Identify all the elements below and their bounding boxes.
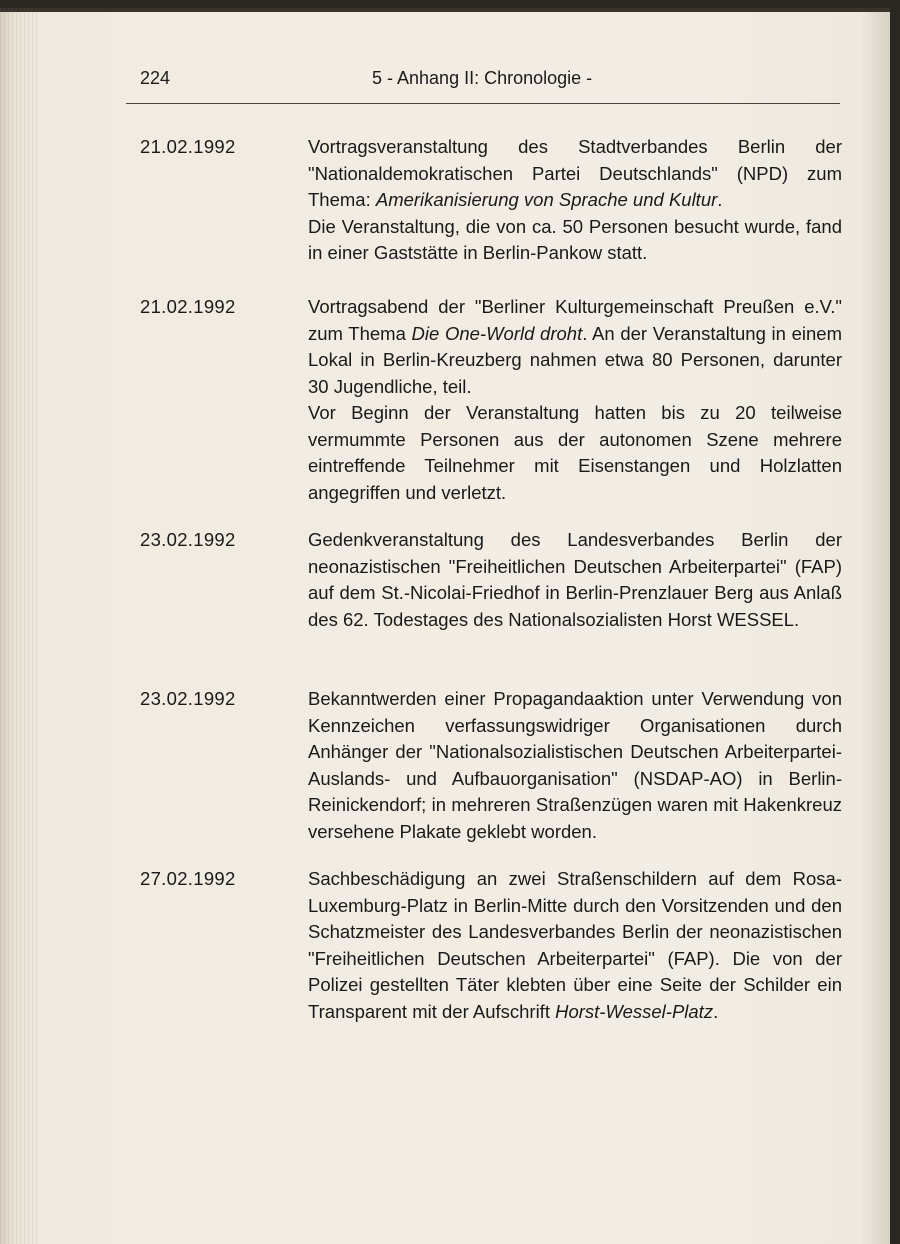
- page-binding-edge: [0, 8, 40, 1244]
- entry-text: [308, 527, 842, 633]
- page-number: 224: [140, 68, 171, 88]
- entry-text: [308, 294, 842, 506]
- entry-text: [308, 686, 842, 845]
- entry-paragraph: Vortragsveranstaltung des Stadtverbandes Berlin der "Nationaldemokratischen Partei Deutschlands" (NPD) zum Thema: Amerikanisierung von Sprache und Kultur.: [308, 136, 842, 210]
- entry-date: 21.02.1992: [140, 136, 236, 157]
- entry-text: [308, 134, 842, 267]
- entry-date: 23.02.1992: [140, 529, 236, 550]
- entry-paragraph: Gedenkveranstaltung des Landesverbandes Berlin der neonazistischen "Freiheitlichen Deutschen Arbeiterpartei" (FAP) auf dem St.-Nicolai-Friedhof in Berlin-Prenzlauer Berg aus Anlaß des 62. Todestages des Nationalsozialisten Horst WESSEL.: [308, 529, 842, 630]
- entry-emphasis: Die One-World droht: [411, 322, 583, 344]
- running-title: 5 - Anhang II: Chronologie -: [372, 68, 593, 88]
- entry-paragraph: Bekanntwerden einer Propagandaaktion unter Verwendung von Kennzeichen verfassungswidriger Organisationen durch Anhänger der "Nationalsozialistischen Deutschen Arbeiterpartei-Auslands- und Aufbauorganisation" (NSDAP-AO) in Berlin-Reinickendorf; in mehreren Straßenzügen waren mit Hakenkreuz versehene Plakate geklebt worden.: [308, 688, 842, 842]
- header-rule: [126, 103, 840, 104]
- entry-emphasis: Amerikanisierung von Sprache und Kultur: [375, 189, 718, 210]
- book-page: [0, 8, 890, 1244]
- page-header: [140, 68, 840, 98]
- entry-paragraph: Die Veranstaltung, die von ca. 50 Personen besucht wurde, fand in einer Gaststätte in Berlin-Pankow statt.: [308, 215, 842, 263]
- entry-date: 23.02.1992: [140, 688, 236, 709]
- entry-text: [308, 866, 842, 1025]
- entry-paragraph: Sachbeschädigung an zwei Straßenschildern auf dem Rosa-Luxemburg-Platz in Berlin-Mitte durch den Vorsitzenden und den Schatzmeister des Landesverbandes Berlin der neonazistischen "Freiheitlichen Deutschen Arbeiterpartei" (FAP). Die von der Polizei gestellten Täter klebten über eine Seite der Schilder ein Transparent mit der Aufschrift Horst-Wessel-Platz.: [308, 868, 842, 1022]
- entry-emphasis: Horst-Wessel-Platz: [555, 1000, 714, 1022]
- page-top-edge: [0, 8, 890, 12]
- entry-date: 27.02.1992: [140, 868, 236, 889]
- entry-paragraph: Vor Beginn der Veranstaltung hatten bis zu 20 teilweise vermummte Personen aus der autonomen Szene mehrere eintreffende Teilnehmer mit Eisenstangen und Holzlatten angegriffen und verletzt.: [308, 402, 842, 503]
- entry-date: 21.02.1992: [140, 296, 236, 317]
- entry-paragraph: Vortragsabend der "Berliner Kulturgemeinschaft Preußen e.V." zum Thema Die One-World droht. An der Veranstaltung in einem Lokal in Berlin-Kreuzberg nahmen etwa 80 Personen, darunter 30 Jugendliche, teil.: [308, 296, 842, 397]
